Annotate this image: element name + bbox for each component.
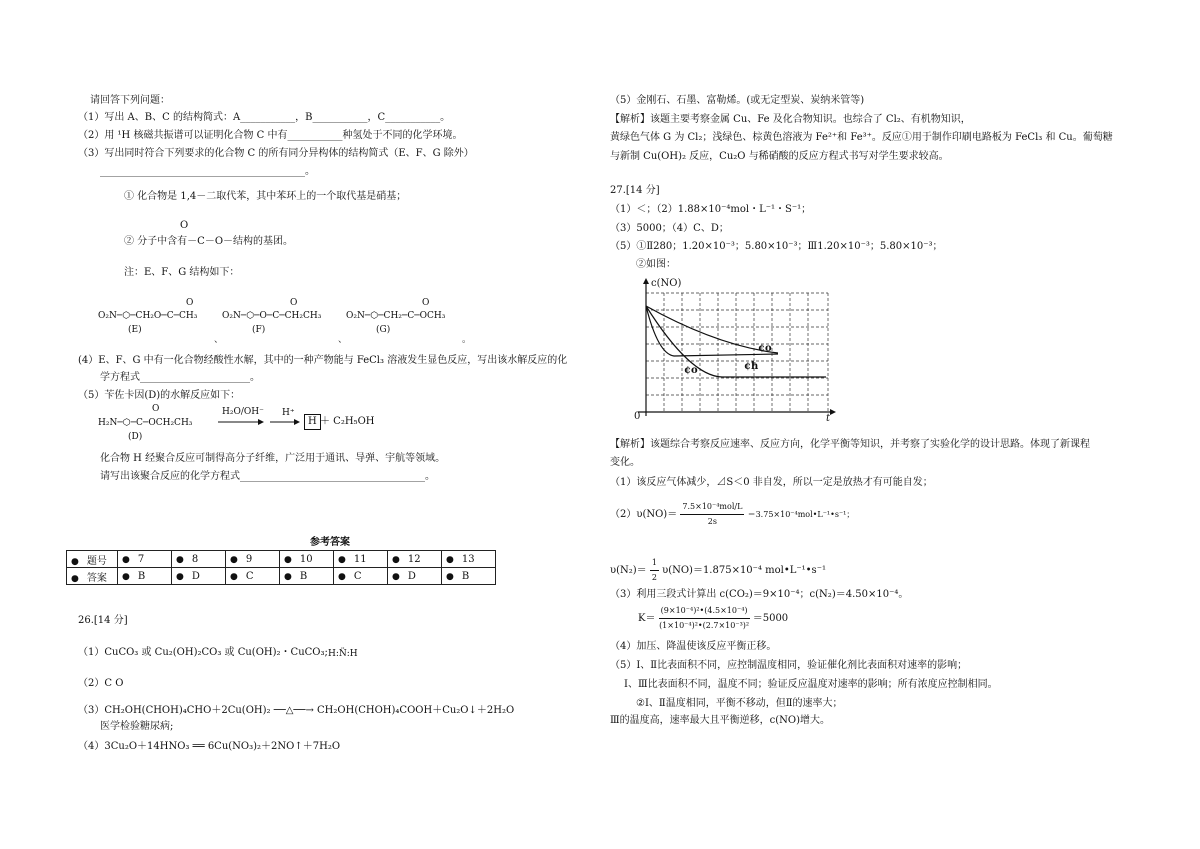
curve-label-co-lower: ¢o <box>684 365 698 376</box>
chart-origin: 0 <box>634 411 641 422</box>
table-cell: ● C <box>334 568 388 585</box>
end-dot: 。 <box>462 335 472 345</box>
q27-title: 27.[14 分] <box>610 185 660 196</box>
carbonyl-o: O <box>180 220 189 231</box>
question-line-2: （2）用 ¹H 核磁共振谱可以证明化合物 C 中有___________种氢处于不同的化学环境。 <box>78 130 463 141</box>
intro-line: 请回答下列问题： <box>90 95 170 106</box>
structure-d: H₂N─⬡─C─OCH₂CH₃ <box>98 418 193 428</box>
analysis-line-2: 变化。 <box>610 457 640 468</box>
structure-g: O₂N─⬡─CH₂─C─OCH₃ <box>346 311 446 321</box>
right-line-2: 【解析】该题主要考察金属 Cu、Fe 及化合物知识。也综合了 Cl₂、有机物知识， <box>610 114 971 125</box>
fraction: $\frac{\text{(9×10⁻⁴)²•(4.5×10⁻⁴)}}{\text{(1×10⁻⁴)²•(2.7×10⁻³)²}}$ <box>659 606 750 630</box>
table-cell: ● 答案 <box>67 568 118 585</box>
q27-answer-3: （5）①Ⅱ280；1.20×10⁻³；5.80×10⁻³；Ⅲ1.20×10⁻³；5.80×10⁻³； <box>610 241 943 252</box>
separator-2: 、 <box>338 335 348 345</box>
fraction: $\frac{\text{7.5×10⁻⁴mol/L}}{2s}$ <box>682 502 743 526</box>
table-cell: ● D <box>172 568 226 585</box>
label-f: (F) <box>252 325 266 335</box>
analysis-line-1: 【解析】该题综合考察反应速率、反应方向，化学平衡等知识，并考察了实验化学的设计思路。体现了新课程 <box>610 439 1090 450</box>
q27-answer-2: （3）5000；（4）C、D； <box>610 223 729 234</box>
polymer-question: 请写出该聚合反应的化学方程式_____________________________________。 <box>100 471 435 482</box>
q26-answer-1: （1）CuCO₃ 或 Cu₂(OH)₂CO₃ 或 Cu(OH)₂・CuCO₃; <box>78 647 328 658</box>
carbonyl-o-f: O <box>290 298 298 308</box>
analysis-line-12: Ⅲ的温度高，速率最大且平衡逆移，c(NO)增大。 <box>610 715 830 726</box>
reaction-condition: H₂O/OH⁻ <box>222 407 264 417</box>
q27-answer-1: （1）＜；（2）1.88×10⁻⁴mol・L⁻¹・S⁻¹； <box>610 204 812 215</box>
analysis-line-9: （5）Ⅰ、Ⅱ比表面积不同，应控制温度相同，验证催化剂比表面积对速率的影响； <box>610 660 968 671</box>
analysis-line-11: ②Ⅰ、Ⅱ温度相同，平衡不移动，但Ⅱ的速率大； <box>636 698 843 709</box>
table-cell: ● B <box>280 568 334 585</box>
rate-no: （2）υ(NO)＝ $\frac{\text{7.5×10⁻⁴mol/L}}{2s}$ ＝3.75×10⁻⁴mol•L⁻¹•s⁻¹； <box>610 500 854 529</box>
analysis-line-8: （4）加压、降温使该反应平衡正移。 <box>610 641 777 652</box>
curve-label-ch: ¢ħ <box>744 361 759 372</box>
product-h-box <box>304 414 321 430</box>
table-cell: ● 7 <box>118 551 172 568</box>
table-cell: ● 题号 <box>67 551 118 568</box>
q26-answer-3: （3）CH₂OH(CHOH)₄CHO＋2Cu(OH)₂ ──△──→ CH₂OH(CHOH)₄COOH＋Cu₂O↓＋2H₂O <box>78 705 515 716</box>
right-line-1: （5）金刚石、石墨、富勒烯。(或无定型炭、炭纳米管等) <box>610 95 865 106</box>
carbonyl-o-d: O <box>152 404 160 414</box>
question-line-3: （3）写出同时符合下列要求的化合物 C 的所有同分异构体的结构简式（E、F、G 除外） <box>78 148 474 159</box>
analysis-line-10: Ⅰ、Ⅲ比表面积不同，温度不同；验证反应温度对速率的影响；所有浓度应控制相同。 <box>624 679 998 690</box>
condition-2: ② 分子中含有－C－O－结构的基团。 <box>124 236 294 247</box>
table-row <box>67 568 496 585</box>
answer-table <box>66 550 496 585</box>
q26-answer-3-cont: 医学检验糖尿病; <box>100 721 174 732</box>
question-4-cont: 学方程式______________________。 <box>100 372 260 383</box>
table-cell: ● 11 <box>334 551 388 568</box>
structure-f: O₂N─⬡─O─C─CH₂CH₃ <box>222 311 322 321</box>
q26-title: 26.[14 分] <box>78 615 128 626</box>
table-cell: ● D <box>388 568 442 585</box>
table-cell: ● 9 <box>226 551 280 568</box>
label-d: (D) <box>128 432 143 442</box>
q26-answer-2: （2）C O <box>78 678 124 689</box>
table-cell: ● 12 <box>388 551 442 568</box>
table-cell: ● 13 <box>442 551 496 568</box>
q26-answer-4: （4）3Cu₂O＋14HNO₃ ══ 6Cu(NO₃)₂＋2NO↑＋7H₂O <box>78 741 341 752</box>
condition-1: ① 化合物是 1,4－二取代苯，其中苯环上的一个取代基是硝基； <box>124 191 407 202</box>
carbonyl-o-g: O <box>422 298 430 308</box>
curve-label-co-upper: ¢o <box>758 343 772 354</box>
right-line-4: 与新制 Cu(OH)₂ 反应，Cu₂O 与稀硝酸的反应方程式书写对学生要求较高。 <box>610 151 949 162</box>
table-cell: ● B <box>442 568 496 585</box>
cno-graph <box>628 276 838 426</box>
question-line-1: （1）写出 A、B、C 的结构简式：A___________，B___________，C___________。 <box>78 112 451 123</box>
ammonia-structure: H:N̈:H <box>328 649 358 659</box>
label-e: (E) <box>128 325 142 335</box>
carbonyl-o-e: O <box>186 298 194 308</box>
analysis-line-6: （3）利用三段式计算出 c(CO₂)＝9×10⁻⁴；c(N₂)＝4.50×10⁻⁴。 <box>610 589 909 600</box>
chart-xlabel: t <box>826 413 831 424</box>
acid-condition: H⁺ <box>282 408 295 418</box>
analysis-line-3: （1）该反应气体减少，⊿S＜0 非自发，所以一定是放热才有可能自发； <box>610 477 933 488</box>
question-4: (4）E、F、G 中有一化合物经酸性水解，其中的一种产物能与 FeCl₃ 溶液发生显色反应，写出该水解反应的化 <box>78 355 568 366</box>
right-line-3: 黄绿色气体 G 为 Cl₂；浅绿色、棕黄色溶液为 Fe²⁺和 Fe³⁺。反应①用于制作印刷电路板为 FeCl₃ 和 Cu。葡萄糖 <box>610 132 1113 143</box>
product-h: H <box>304 414 321 430</box>
equilibrium-constant: K＝ $\frac{\text{(9×10⁻⁴)²•(4.5×10⁻⁴)}}{\text{(1×10⁻⁴)²•(2.7×10⁻³)²}}$ ＝5000 <box>638 604 788 633</box>
byproduct: ＋ C₂H₅OH <box>320 416 375 427</box>
rate-n2: υ(N₂)＝ $\frac{1}{2}$ υ(NO)＝1.875×10⁻⁴ mol•L⁻¹•s⁻¹ <box>610 556 826 585</box>
table-cell: ● C <box>226 568 280 585</box>
table-cell: ● 8 <box>172 551 226 568</box>
note-line: 注：E、F、G 结构如下： <box>124 267 240 278</box>
separator-1: 、 <box>214 335 224 345</box>
fraction: $\frac{1}{2}$ <box>651 558 657 582</box>
q27-answer-4: ②如图： <box>636 259 676 270</box>
polymer-note: 化合物 H 经聚合反应可制得高分子纤维，广泛用于通讯、导弹、宇航等领域。 <box>100 453 446 464</box>
table-cell: ● B <box>118 568 172 585</box>
question-5: （5）苄佐卡因(D)的水解反应如下： <box>78 390 241 401</box>
answer-table-title: 参考答案 <box>310 537 350 548</box>
answer-blank: _________________________________________。 <box>100 166 315 177</box>
chart-ylabel: c(NO) <box>651 278 682 289</box>
table-row <box>67 551 496 568</box>
structure-e: O₂N─⬡─CH₂O─C─CH₃ <box>98 311 198 321</box>
label-g: (G) <box>376 325 391 335</box>
table-cell: ● 10 <box>280 551 334 568</box>
